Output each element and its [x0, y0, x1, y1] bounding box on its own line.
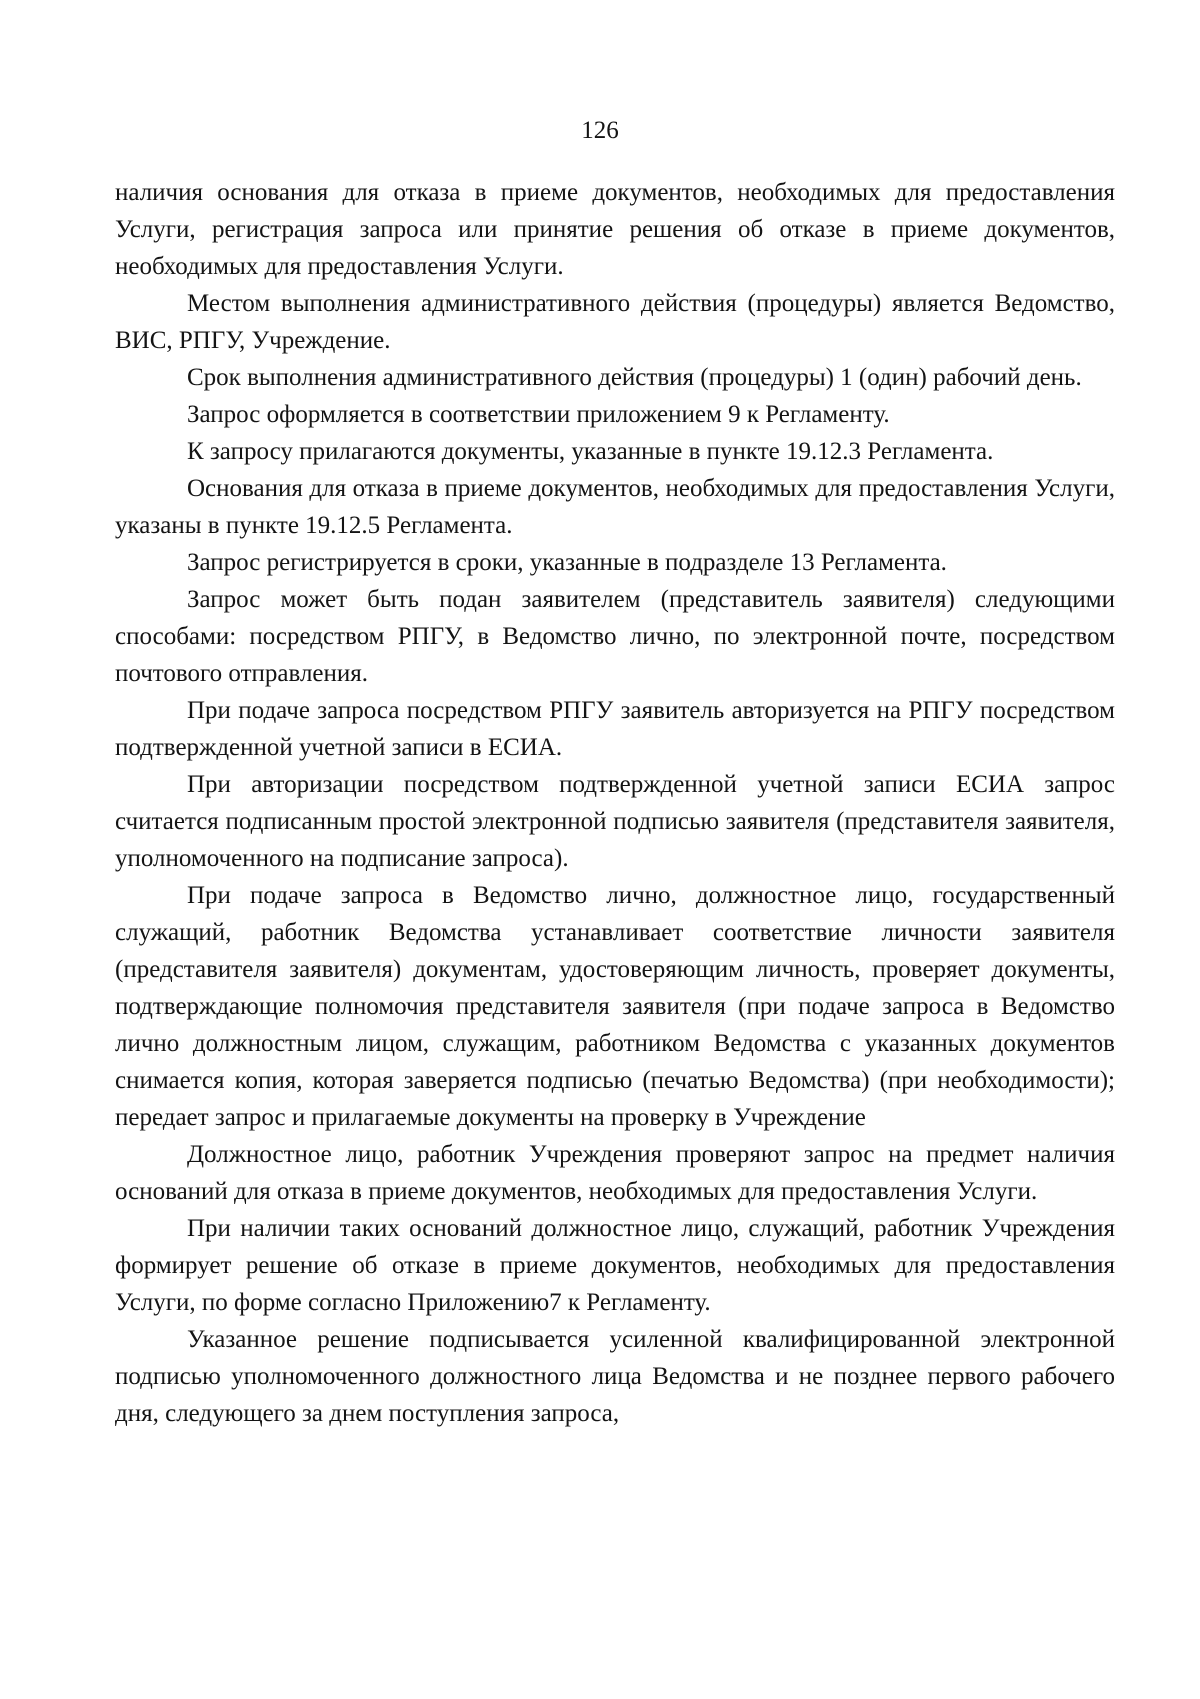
document-body: [115, 174, 1115, 1432]
body-paragraph: Запрос может быть подан заявителем (представитель заявителя) следующими способами: посредством РПГУ, в Ведомство лично, по электронной почте, посредством почтового отправления.: [115, 586, 1115, 687]
body-paragraph: наличия основания для отказа в приеме документов, необходимых для предоставления Услуги, регистрация запроса или принятие решения об отказе в приеме документов, необходимых для предоставления Услуги.: [115, 179, 1115, 280]
body-paragraph: При наличии таких оснований должностное лицо, служащий, работник Учреждения формирует решение об отказе в приеме документов, необходимых для предоставления Услуги, по форме согласно Приложению7 к Регламенту.: [115, 1215, 1115, 1316]
body-paragraph: Местом выполнения административного действия (процедуры) является Ведомство, ВИС, РПГУ, Учреждение.: [115, 290, 1115, 354]
body-paragraph: К запросу прилагаются документы, указанные в пункте 19.12.3 Регламента.: [187, 438, 994, 465]
body-paragraph: Основания для отказа в приеме документов, необходимых для предоставления Услуги, указаны в пункте 19.12.5 Регламента.: [115, 475, 1115, 539]
body-paragraph: Должностное лицо, работник Учреждения проверяют запрос на предмет наличия оснований для отказа в приеме документов, необходимых для предоставления Услуги.: [115, 1141, 1115, 1205]
body-paragraph: Запрос оформляется в соответствии приложением 9 к Регламенту.: [187, 401, 890, 428]
body-paragraph: При подаче запроса посредством РПГУ заявитель авторизуется на РПГУ посредством подтвержденной учетной записи в ЕСИА.: [115, 697, 1115, 761]
body-paragraph: Запрос регистрируется в сроки, указанные в подразделе 13 Регламента.: [187, 549, 947, 576]
body-paragraph: При подаче запроса в Ведомство лично, должностное лицо, государственный служащий, работник Ведомства устанавливает соответствие личности заявителя (представителя заявителя) документам, удостоверяющим личность, проверяет документы, подтверждающие полномочия представителя заявителя (при подаче запроса в Ведомство лично должностным лицом, служащим, работником Ведомства с указанных документов снимается копия, которая заверяется подписью (печатью Ведомства) (при необходимости); передает запрос и прилагаемые документы на проверку в Учреждение: [115, 882, 1115, 1131]
body-paragraph: Срок выполнения административного действия (процедуры) 1 (один) рабочий день.: [187, 364, 1082, 391]
body-paragraph: Указанное решение подписывается усиленной квалифицированной электронной подписью уполномоченного должностного лица Ведомства и не позднее первого рабочего дня, следующего за днем поступления запроса,: [115, 1326, 1115, 1427]
body-paragraph: При авторизации посредством подтвержденной учетной записи ЕСИА запрос считается подписанным простой электронной подписью заявителя (представителя заявителя, уполномоченного на подписание запроса).: [115, 771, 1115, 872]
page-number: 126: [581, 117, 619, 144]
